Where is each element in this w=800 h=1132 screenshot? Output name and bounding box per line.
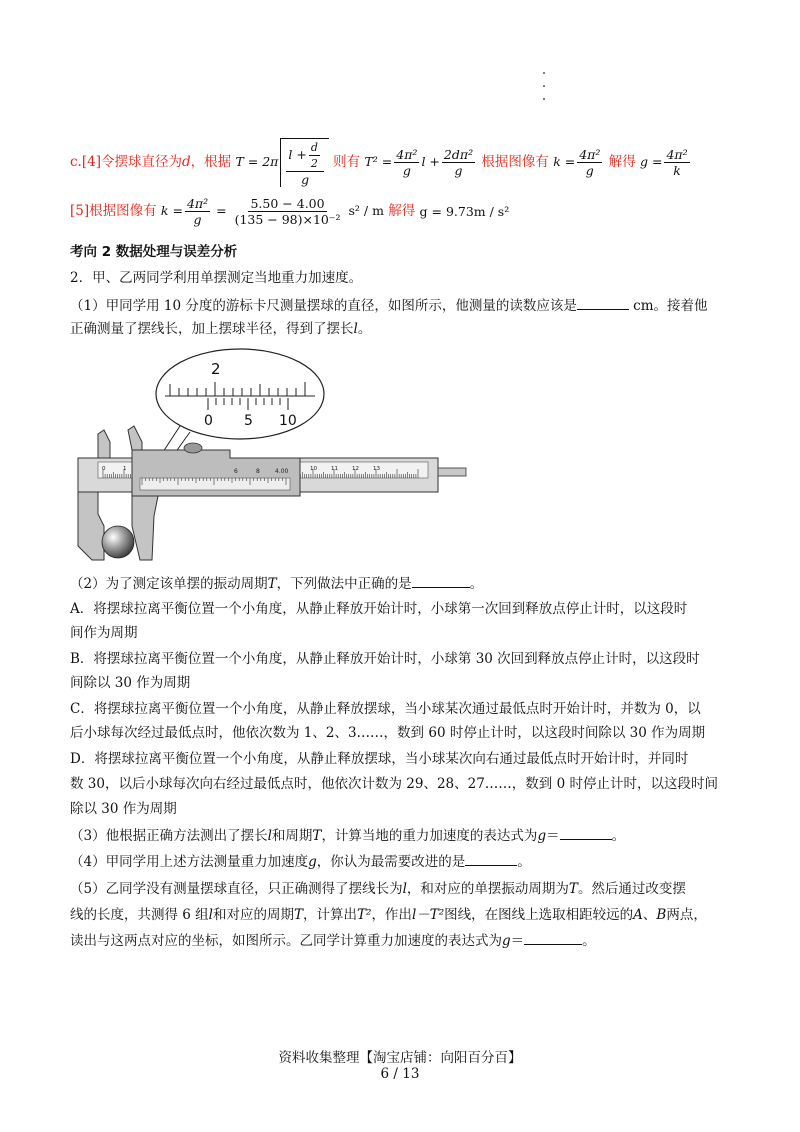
q5-2B: B (656, 907, 667, 923)
caliper-upper-jaw-slide (128, 426, 142, 450)
zoom-main-label: 2 (211, 360, 221, 378)
option-d-line3: 除以 30 作为周期 (70, 801, 177, 817)
formula-g (640, 147, 692, 178)
q5-2d: ，作出 (371, 907, 412, 923)
q4-g: g (308, 854, 317, 870)
option-b-line2: 间除以 30 作为周期 (70, 675, 191, 691)
caliper-vernier-printed-3: 4.00 (275, 468, 289, 475)
d-num: d (310, 141, 318, 154)
unit: s² / m (348, 203, 384, 218)
pendulum-ball (102, 526, 134, 558)
q5-line3 (70, 932, 596, 950)
formula-k (553, 147, 604, 178)
option-d-line1: D．将摆球拉离平衡位置一个小角度，从静止释放摆球，当小球某次向右通过最低点时开始计时，并同时 (70, 751, 689, 767)
q2-b: ，下列做法中正确的是 (276, 576, 412, 592)
zoom-vernier-label-0: 0 (204, 413, 213, 429)
d-den: 2 (310, 157, 318, 170)
footer-page-number: 6 / 13 (380, 1066, 420, 1082)
q5-2T2: T² (357, 907, 372, 923)
l-plus2: l + (421, 154, 440, 169)
formula-T2 (364, 147, 477, 178)
line-c-graph: 根据图像有 (481, 154, 549, 170)
option-a-line2: 间作为周期 (70, 625, 138, 641)
vernier-caliper-figure (70, 346, 480, 566)
q5-2b: 和对应的周期 (213, 907, 294, 923)
option-c-line1: C．将摆球拉离平衡位置一个小角度，从静止释放摆球，当小球某次通过最低点时开始计时，并数为 0，以 (70, 701, 701, 717)
four-pi2: 4π² (396, 147, 418, 162)
caliper-depth-rod (438, 468, 466, 476)
q5-1l: l (402, 881, 407, 897)
q5-2e: 图线，在图线上选取相距较远的 (444, 907, 634, 923)
q5-2T: T (294, 907, 304, 923)
line5-solve: 解得 (388, 203, 416, 219)
decorative-dots (543, 72, 547, 111)
q5-1a: （5）乙同学没有测量摆球直径，只正确测得了摆线长为 (70, 881, 403, 897)
q4-b: ，你认为最需要改进的是 (316, 854, 466, 870)
q3-g: g (537, 828, 547, 844)
svg-text:0: 0 (102, 466, 106, 472)
q3-T: T (312, 828, 322, 844)
g-result: g = 9.73m / s² (419, 203, 510, 219)
q1-line1 (70, 297, 708, 315)
q3-a: （3）他根据正确方法测出了摆长 (70, 828, 268, 844)
q5-2g: 两点， (666, 907, 707, 923)
q1-l: l (353, 321, 358, 337)
q5-3b: ＝ (510, 933, 525, 949)
q2-line (70, 575, 483, 593)
footer-source: 资料收集整理【淘宝店铺：向阳百分百】 (278, 1050, 522, 1066)
q5-3g: g (502, 933, 511, 949)
svg-text:13: 13 (373, 466, 380, 472)
sqrt-frac (286, 140, 324, 187)
option-a-line1: A．将摆球拉离平衡位置一个小角度，从静止释放开始计时，小球第一次回到释放点停止计时，以这段时 (70, 601, 688, 617)
q3-blank (560, 827, 612, 840)
q3-end: 。 (611, 828, 626, 844)
formula-T: T = 2π (235, 154, 279, 169)
option-b-line1: B．将摆球拉离平衡位置一个小角度，从静止释放开始计时，小球第 30 次回到释放点停止计时，以这段时 (70, 651, 700, 667)
g-den4: g (193, 212, 202, 227)
g-den1: g (402, 163, 411, 178)
q3-l: l (267, 828, 272, 844)
q1-line2 (70, 320, 371, 338)
q5-3end: 。 (582, 933, 596, 949)
caliper-vernier-printed-2: 8 (256, 468, 260, 475)
t2: T² = (364, 154, 393, 169)
q5-2l: l (208, 907, 213, 923)
zoom-bubble (156, 349, 324, 439)
svg-text:10: 10 (310, 466, 317, 472)
caliper-vernier-window (140, 478, 290, 490)
zoom-vernier-label-5: 5 (244, 413, 253, 429)
k-den: k (673, 163, 681, 178)
q2-end: 。 (469, 576, 484, 592)
caliper-lower-jaw-slide (132, 496, 158, 560)
q1-end: 。 (357, 321, 372, 337)
diff-den: (135 − 98)×10⁻² (234, 212, 341, 227)
q4-a: （4）甲同学用上述方法测量重力加速度 (70, 854, 309, 870)
diff-num: 5.50 − 4.00 (250, 196, 325, 211)
q3-c: ，计算当地的重力加速度的表达式为 (321, 828, 538, 844)
q1-c: 正确测量了摆线长，加上摆球半径，得到了摆长 (70, 321, 354, 337)
q5-2a: 线的长度，共测得 6 组 (70, 907, 209, 923)
line5-label: [5]根据图像有 (70, 203, 157, 219)
solution-line-c (70, 138, 692, 187)
q5-2f: 、 (642, 907, 657, 923)
formula-period (235, 138, 328, 187)
question-intro: 2．甲、乙两同学利用单摆测定当地重力加速度。 (70, 270, 363, 286)
q5-1c: 。然后通过改变摆 (577, 881, 686, 897)
svg-text:12: 12 (352, 466, 359, 472)
line-c-then: 则有 (333, 154, 361, 170)
four-pi2-d: 4π² (186, 196, 209, 211)
var-d: d (181, 154, 191, 170)
solution-line-5 (70, 196, 509, 227)
q1-blank (577, 297, 629, 310)
option-c-line2: 后小球每次经过最低点时，他依次数为 1、2、3……，数到 60 时停止计时，以这段时间除以 30 作为周期 (70, 725, 706, 741)
g-eq: g = (640, 154, 663, 169)
g-den2: g (454, 163, 463, 178)
q5-3a: 读出与这两点对应的坐标，如图所示。乙同学计算重力加速度的表达式为 (70, 933, 502, 949)
q5-line1 (70, 880, 686, 898)
option-d-line2: 数 30，以后小球每次向右经过最低点时，他依次计数为 29、28、27……，数到 0 时停止计时，以这段时间 (70, 776, 718, 792)
q5-2A: A (633, 907, 643, 923)
caliper-vernier-printed-1: 6 (234, 468, 238, 475)
k-eq5: k = (160, 203, 183, 218)
l-plus: l + (288, 147, 307, 162)
q2-a: （2）为了测定该单摆的振动周期 (70, 576, 268, 592)
caliper-lock-screw (184, 443, 202, 453)
two-d-pi2: 2dπ² (443, 147, 474, 162)
formula-k-value: k = $\frac{\text{4π²}}{g}$ = $\frac{5.50 - 4.00}{\text{(135 − 98)×10⁻²}}$ s² / m (160, 196, 384, 227)
q3-d: ＝ (546, 828, 560, 844)
q5-2graph: l－T² (411, 907, 445, 923)
q1-a: （1）甲同学用 10 分度的游标卡尺测量摆球的直径，如图所示，他测量的读数应该是 (70, 298, 577, 314)
caliper-lower-jaw-fixed (78, 492, 104, 560)
q5-2c: ，计算出 (303, 907, 358, 923)
q5-1T: T (568, 881, 578, 897)
four-pi2-b: 4π² (579, 147, 601, 162)
q5-line2 (70, 906, 707, 924)
svg-text:1: 1 (123, 466, 127, 472)
caliper-upper-jaw-fixed (98, 430, 110, 458)
svg-text:11: 11 (331, 466, 338, 472)
g-den3: g (585, 163, 594, 178)
q4-line (70, 853, 531, 871)
line-c-root: ，根据 (190, 154, 232, 170)
line-c-label: c.[4]令摆球直径为 (70, 154, 182, 170)
q4-blank (465, 853, 517, 866)
k-eq: k = (553, 154, 576, 169)
q5-1b: ，和对应的单摆振动周期为 (406, 881, 569, 897)
four-pi2-c: 4π² (666, 147, 688, 162)
q4-end: 。 (517, 854, 531, 870)
frac-g: g (301, 172, 310, 187)
section-heading: 考向 2 数据处理与误差分析 (70, 244, 238, 260)
q1-b: cm。接着他 (628, 298, 708, 314)
zoom-vernier-label-10: 10 (279, 413, 297, 429)
line-c-solve: 解得 (608, 154, 636, 170)
q3-b: 和周期 (271, 828, 313, 844)
q3-line (70, 827, 625, 845)
q2-blank (412, 575, 470, 588)
q5-blank (524, 932, 582, 945)
q2-T: T (267, 576, 277, 592)
